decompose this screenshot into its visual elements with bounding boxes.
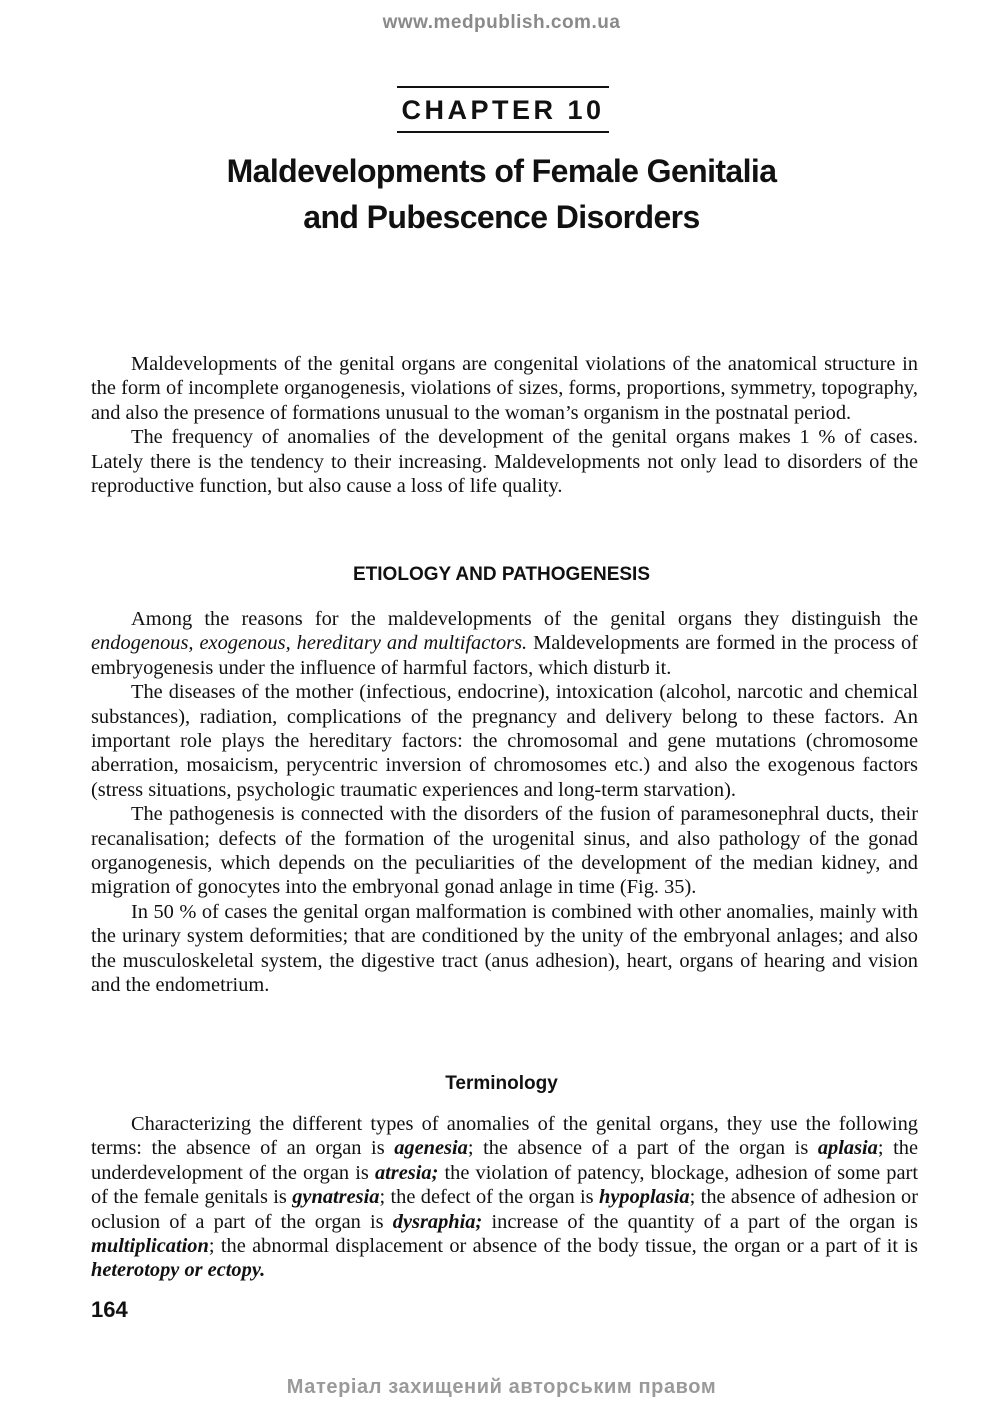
term-dysraphia: dysraphia;: [392, 1210, 483, 1233]
term-aplasia: aplasia: [817, 1137, 878, 1160]
terminology-section: [91, 1112, 918, 1283]
intro-paragraph-2: The frequency of anomalies of the development of the genital organs makes 1 % of cases. Lately there is the tendency to their increasing. Maldevelopments not only lead to disorders of the reproductive function, but also cause a loss of life quality.: [91, 426, 918, 498]
chapter-title-line-1: Maldevelopments of Female Genitalia: [226, 153, 777, 189]
term-heterotopy: heterotopy or ectopy.: [91, 1259, 266, 1282]
etiology-paragraph-4: In 50 % of cases the genital organ malformation is combined with other anomalies, mainly with the urinary system deformities; that are conditioned by the unity of the embryonal anlages; and also the musculoskeletal system, the digestive tract (anus adhesion), heart, organs of hearing and vision and the endometrium.: [91, 900, 918, 997]
chapter-label: CHAPTER 10: [397, 86, 609, 133]
watermark-top: www.medpublish.com.ua: [382, 12, 621, 33]
etiology-paragraph-3: The pathogenesis is connected with the disorders of the fusion of paramesonephral ducts, their recanalisation; defects of the formation of the urogenital sinus, and also pathology of the gonad organogenesis, which depends on the peculiarities of the development of the median kidney, and migration of gonocytes into the embryonal gonad anlage in time (Fig. 35).: [91, 803, 918, 899]
etiology-paragraph-2: The diseases of the mother (infectious, endocrine), intoxication (alcohol, narcotic and chemical substances), radiation, complications of the pregnancy and delivery belong to these factors. An important role plays the hereditary factors: the chromosomal and gene mutations (chromosome aberration, mosaicism, perycentric inversion of chromosomes etc.) and also the exogenous factors (stress situations, psychologic traumatic experiences and long-term starvation).: [91, 681, 918, 801]
section-heading-terminology: Terminology: [445, 1073, 558, 1094]
term-multiplication: multiplication: [91, 1235, 209, 1258]
watermark-bottom: Матеріал захищений авторським правом: [286, 1376, 717, 1398]
section-heading-etiology: ETIOLOGY AND PATHOGENESIS: [353, 564, 650, 585]
chapter-title: [0, 148, 1003, 240]
term-atresia: atresia;: [374, 1161, 439, 1184]
chapter-title-line-2: and Pubescence Disorders: [303, 199, 700, 235]
intro-section: [91, 352, 918, 498]
etiology-section: [91, 607, 918, 998]
term-gynatresia: gynatresia: [292, 1186, 380, 1209]
term-agenesia: agenesia: [394, 1137, 468, 1160]
terminology-paragraph: Characterizing the different types of anomalies of the genital organs, they use the following terms: the absence of an organ is agenesia; the absence of a part of the organ is aplasia; the underdevelopment of the organ is atresia; the violation of patency, blockage, adhesion of some part of the female genitals is gynatresia; the defect of the organ is hypoplasia; the absence of adhesion or oclusion of a part of the organ is dysraphia; increase of the quantity of a part of the organ is multiplication; the abnormal displacement or absence of the body tissue, the organ or a part of it is heterotopy or ectopy.: [91, 1113, 919, 1282]
intro-paragraph-1: Maldevelopments of the genital organs are congenital violations of the anatomical structure in the form of incomplete organogenesis, violations of sizes, forms, proportions, symmetry, topography, and also the presence of formations unusual to the woman’s organism in the postnatal period.: [91, 353, 918, 424]
page-number: 164: [91, 1297, 128, 1322]
causes-italic: endogenous, exogenous, hereditary and multifactors.: [91, 632, 528, 655]
etiology-paragraph-1: Among the reasons for the maldevelopments of the genital organs they distinguish the endogenous, exogenous, hereditary and multifactors. Maldevelopments are formed in the process of embryogenesis under the influence of harmful factors, which disturb it.: [91, 608, 918, 679]
term-hypoplasia: hypoplasia: [598, 1186, 690, 1209]
